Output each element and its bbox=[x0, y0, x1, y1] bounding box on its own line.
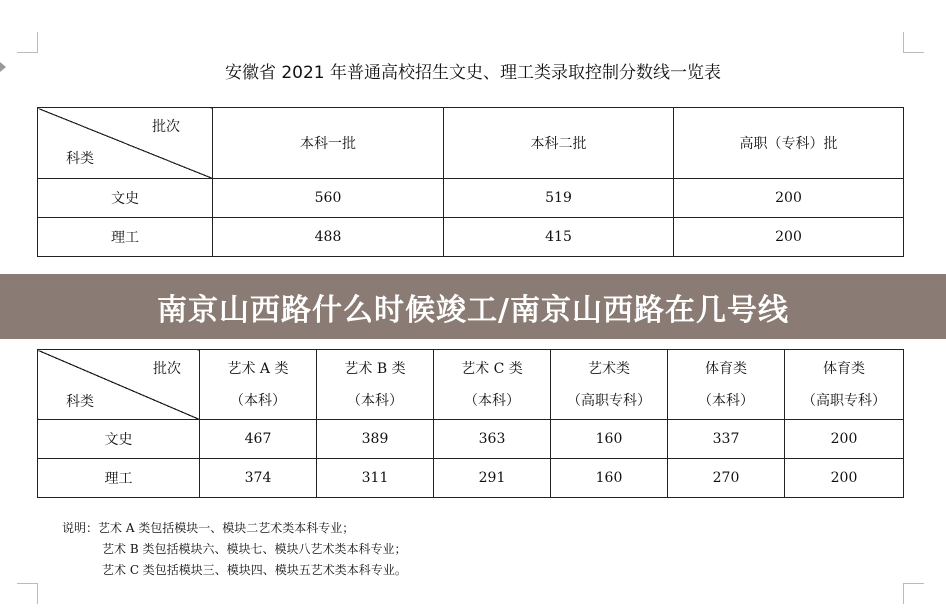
note-line: 说明：艺术 A 类包括模块一、模块二艺术类本科专业； bbox=[62, 521, 355, 535]
score-cell: 560 bbox=[213, 179, 444, 218]
score-cell: 467 bbox=[200, 420, 317, 459]
score-cell: 200 bbox=[674, 218, 904, 257]
page-corner-mark bbox=[903, 32, 924, 53]
corner-label-batch: 批次 bbox=[153, 361, 181, 377]
note-line: 艺术 B 类包括模块六、模块七、模块八艺术类本科专业； bbox=[102, 542, 407, 556]
row-label: 理工 bbox=[38, 459, 200, 498]
score-cell: 488 bbox=[213, 218, 444, 257]
score-cell: 337 bbox=[668, 420, 785, 459]
score-cell: 374 bbox=[200, 459, 317, 498]
column-header: 艺术 C 类 （本科） bbox=[434, 350, 551, 420]
score-cell: 291 bbox=[434, 459, 551, 498]
table-row bbox=[38, 459, 904, 498]
page-corner-mark bbox=[903, 583, 924, 604]
notes-block bbox=[62, 518, 407, 581]
column-header: 本科二批 bbox=[444, 108, 674, 179]
score-cell: 160 bbox=[551, 420, 668, 459]
score-cell: 363 bbox=[434, 420, 551, 459]
document-title: 安徽省 2021 年普通高校招生文史、理工类录取控制分数线一览表 bbox=[224, 63, 722, 83]
page-corner-mark bbox=[17, 583, 38, 604]
row-label: 文史 bbox=[38, 179, 213, 218]
table-header-row bbox=[38, 108, 904, 179]
headline-text: 南京山西路什么时候竣工/南京山西路在几号线 bbox=[157, 292, 789, 328]
column-header: 高职（专科）批 bbox=[674, 108, 904, 179]
corner-label-batch: 批次 bbox=[152, 119, 180, 135]
corner-label-category: 科类 bbox=[66, 394, 94, 410]
column-header: 体育类 （本科） bbox=[668, 350, 785, 420]
table-header-row bbox=[38, 350, 904, 420]
score-cell: 519 bbox=[444, 179, 674, 218]
headline-banner bbox=[0, 274, 946, 339]
table-corner-cell bbox=[38, 350, 200, 420]
table-row bbox=[38, 420, 904, 459]
score-cell: 160 bbox=[551, 459, 668, 498]
table-row bbox=[38, 179, 904, 218]
score-cell: 200 bbox=[785, 459, 904, 498]
column-header: 艺术 A 类 （本科） bbox=[200, 350, 317, 420]
score-cell: 415 bbox=[444, 218, 674, 257]
score-cell: 200 bbox=[785, 420, 904, 459]
score-cell: 389 bbox=[317, 420, 434, 459]
score-cell: 270 bbox=[668, 459, 785, 498]
score-table-regular bbox=[37, 107, 904, 257]
table-corner-cell bbox=[38, 108, 213, 179]
column-header: 本科一批 bbox=[213, 108, 444, 179]
row-label: 理工 bbox=[38, 218, 213, 257]
column-header: 艺术 B 类 （本科） bbox=[317, 350, 434, 420]
score-table-arts-sports bbox=[37, 349, 904, 498]
page-corner-mark bbox=[17, 32, 38, 53]
column-header: 艺术类 （高职专科） bbox=[551, 350, 668, 420]
score-cell: 311 bbox=[317, 459, 434, 498]
column-header: 体育类 （高职专科） bbox=[785, 350, 904, 420]
row-label: 文史 bbox=[38, 420, 200, 459]
score-cell: 200 bbox=[674, 179, 904, 218]
note-line: 艺术 C 类包括模块三、模块四、模块五艺术类本科专业。 bbox=[102, 563, 407, 577]
corner-label-category: 科类 bbox=[66, 151, 94, 167]
table-row bbox=[38, 218, 904, 257]
